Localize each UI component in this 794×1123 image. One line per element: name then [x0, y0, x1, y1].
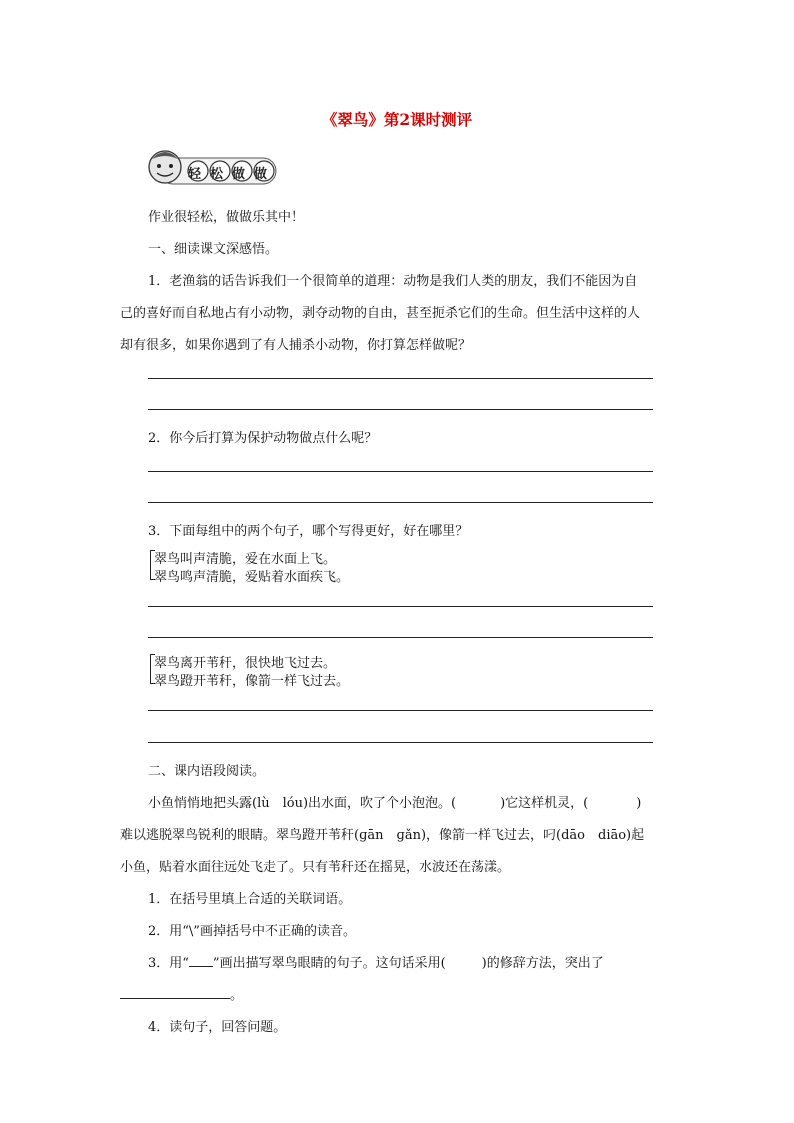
badge-chars: 轻松做做	[188, 167, 277, 182]
s2-q3-part-b: ”画出描写翠鸟眼睛的句子。这句话采用(	[212, 956, 446, 971]
page-title: 《翠鸟》第2课时测评	[321, 110, 473, 129]
answer-blank[interactable]	[120, 987, 230, 999]
pair2-sentence-a: 翠鸟离开苇秆，很快地飞过去。	[154, 656, 337, 671]
s2-q2-text: 2．用“\”画掉括号中不正确的读音。	[148, 924, 356, 939]
q1-line3: 却有很多，如果你遇到了有人捕杀小动物，你打算怎样做呢？	[120, 338, 472, 353]
s2-q1-text: 1．在括号里填上合适的关联词语。	[148, 892, 352, 907]
passage-line1	[148, 792, 688, 811]
q3-text: 3．下面每组中的两个句子，哪个写得更好，好在哪里？	[148, 524, 469, 539]
intro-text: 作业很轻松，做做乐其中！	[148, 210, 305, 225]
answer-line[interactable]	[148, 409, 653, 410]
answer-line[interactable]	[148, 637, 653, 638]
s2-q3-text	[148, 952, 678, 971]
s2-q3-part-c: )的修辞方法，突出了	[481, 956, 604, 971]
answer-line[interactable]	[148, 606, 653, 607]
passage-line1-part-b: )它这样机灵，(	[500, 796, 589, 811]
answer-line[interactable]	[148, 378, 653, 379]
q1-line1: 1．老渔翁的话告诉我们一个很简单的道理：动物是我们人类的朋友，我们不能因为自	[148, 274, 638, 289]
passage-line1-part-a: 小鱼悄悄地把头露(lù lóu)出水面，吹了个小泡泡。(	[148, 796, 457, 811]
answer-line[interactable]	[148, 471, 653, 472]
passage-line3: 小鱼，贴着水面往远处飞走了。只有苇秆还在摇晃，水波还在荡漾。	[120, 860, 511, 875]
section1-heading: 一、细读课文深感悟。	[148, 242, 279, 257]
s2-q3-end: 。	[230, 988, 244, 1003]
pair2-sentence-b: 翠鸟蹬开苇秆，像箭一样飞过去。	[154, 674, 350, 689]
q1-line2: 己的喜好而自私地占有小动物，剥夺动物的自由，甚至扼杀它们的生命。但生活中这样的人	[120, 306, 641, 321]
answer-line[interactable]	[148, 742, 653, 743]
underline-sample	[189, 955, 213, 967]
answer-line[interactable]	[148, 502, 653, 503]
passage-line2: 难以逃脱翠鸟锐利的眼睛。翠鸟蹬开苇秆(ɡān ɡǎn)，像箭一样飞过去，叼(dāo diāo)起	[120, 828, 645, 843]
answer-line[interactable]	[148, 710, 653, 711]
section2-heading: 二、课内语段阅读。	[148, 764, 266, 779]
passage-line1-part-c: )	[636, 796, 642, 811]
pair1-sentence-a: 翠鸟叫声清脆，爱在水面上飞。	[154, 552, 337, 567]
s2-q4-text: 4．读句子，回答问题。	[148, 1020, 287, 1035]
pair1-sentence-b: 翠鸟鸣声清脆，爱贴着水面疾飞。	[154, 570, 350, 585]
q2-text: 2．你今后打算为保护动物做点什么呢？	[148, 431, 378, 446]
s2-q3-part-a: 3．用“	[148, 956, 189, 971]
s2-q3-answer-line	[120, 984, 680, 1003]
